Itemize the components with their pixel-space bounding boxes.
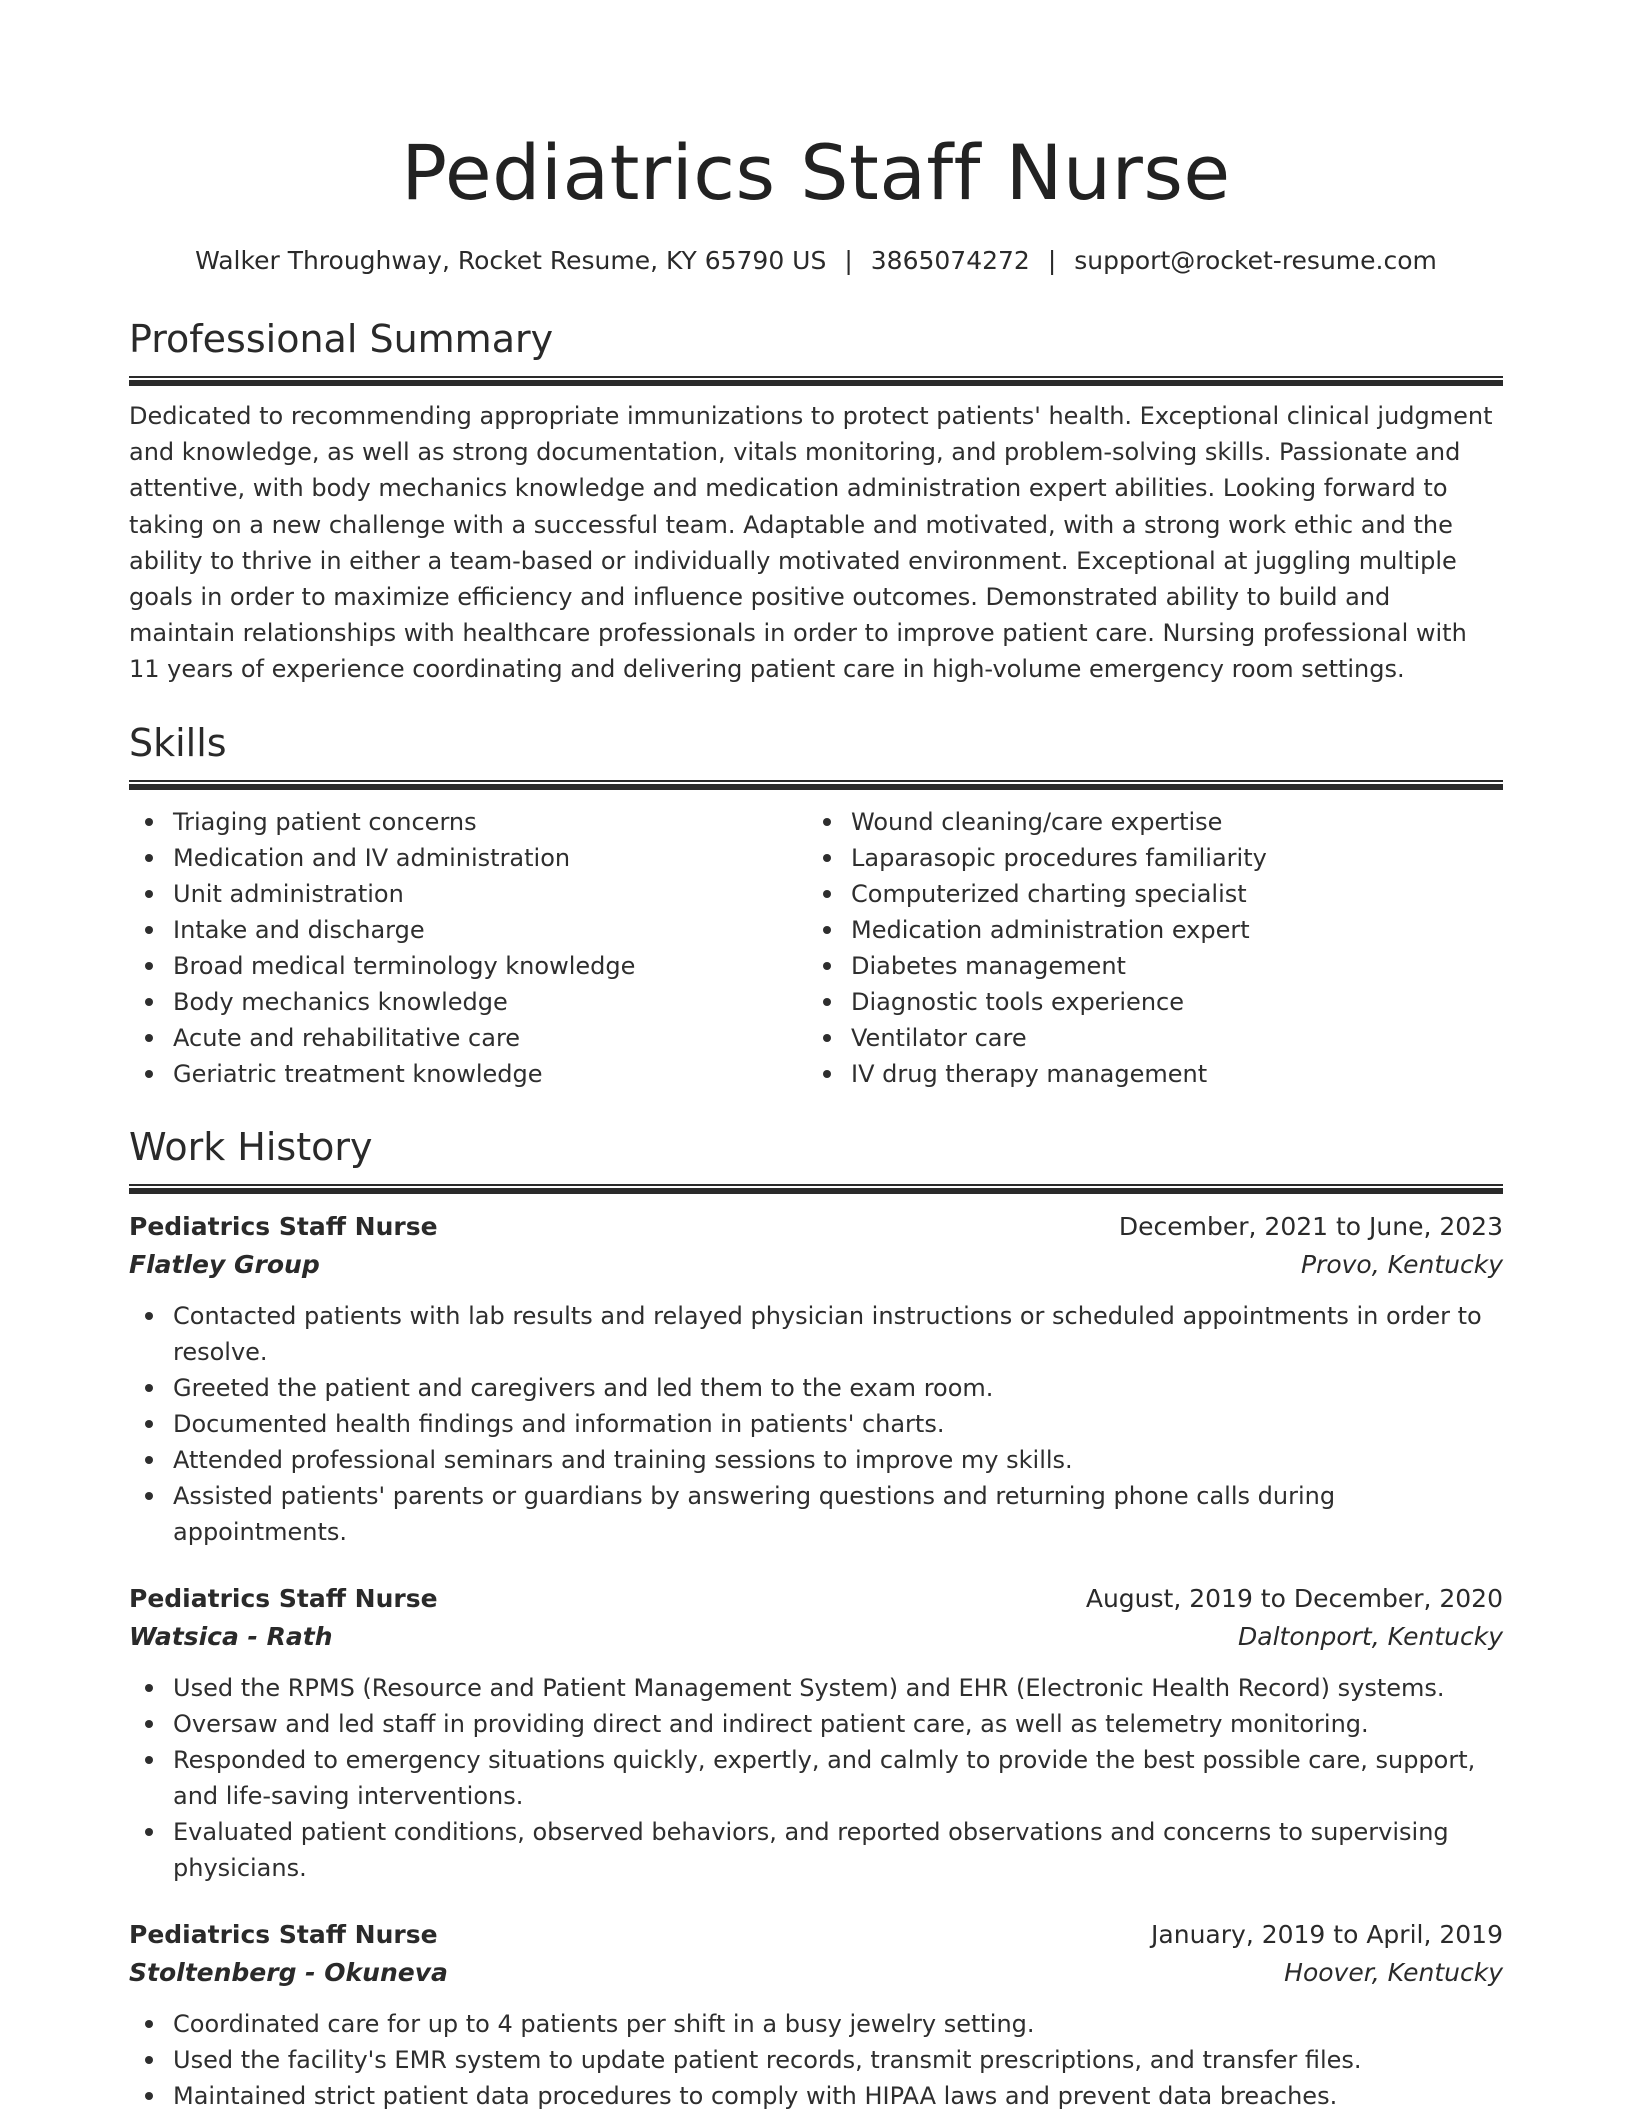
- skills-heading: Skills: [129, 720, 227, 765]
- summary-section: [129, 314, 1503, 688]
- job-company: Watsica - Rath: [129, 1621, 333, 1651]
- job-bullet: Greeted the patient and caregivers and led them to the exam room.: [129, 1370, 1503, 1406]
- job-bullets: [129, 1670, 1503, 1886]
- job-title: Pediatrics Staff Nurse: [129, 1919, 438, 1949]
- job-header-row: [129, 1916, 1503, 1954]
- candidate-name: Pediatrics Staff Nurse: [401, 128, 1231, 217]
- job-bullet: Oversaw and led staff in providing direct and indirect patient care, as well as telemetry monitoring.: [129, 1706, 1503, 1742]
- job-dates: December, 2021 to June, 2023: [1118, 1211, 1503, 1241]
- job-location: Provo, Kentucky: [1300, 1249, 1503, 1279]
- skill-item: Triaging patient concerns: [129, 804, 807, 840]
- work-history-section: [129, 1122, 1503, 2114]
- skill-item: Acute and rehabilitative care: [129, 1020, 807, 1056]
- job-bullet: Contacted patients with lab results and relayed physician instructions or scheduled appointments in order to resolve.: [129, 1298, 1503, 1370]
- job-entry: [129, 1208, 1503, 1550]
- job-bullet: Responded to emergency situations quickly, expertly, and calmly to provide the best possible care, support, and life-saving interventions.: [129, 1742, 1503, 1814]
- section-divider: [129, 376, 1503, 386]
- job-entry: [129, 1580, 1503, 1886]
- skill-item: IV drug therapy management: [807, 1056, 1503, 1092]
- job-entry: [129, 1916, 1503, 2114]
- summary-heading: Professional Summary: [129, 317, 554, 361]
- job-dates: January, 2019 to April, 2019: [1151, 1919, 1503, 1949]
- job-title: Pediatrics Staff Nurse: [129, 1583, 438, 1613]
- skill-item: Medication administration expert: [807, 912, 1503, 948]
- skill-item: Unit administration: [129, 876, 807, 912]
- skill-item: Medication and IV administration: [129, 840, 807, 876]
- skill-item: Body mechanics knowledge: [129, 984, 807, 1020]
- skill-item: Computerized charting specialist: [807, 876, 1503, 912]
- skill-item: Broad medical terminology knowledge: [129, 948, 807, 984]
- skill-item: Geriatric treatment knowledge: [129, 1056, 807, 1092]
- job-company-row: [129, 1246, 1503, 1284]
- job-bullet: Coordinated care for up to 4 patients per shift in a busy jewelry setting.: [129, 2006, 1503, 2042]
- section-divider: [129, 1184, 1503, 1194]
- job-bullet: Attended professional seminars and training sessions to improve my skills.: [129, 1442, 1503, 1478]
- job-title: Pediatrics Staff Nurse: [129, 1211, 438, 1241]
- contact-email: support@rocket-resume.com: [1074, 246, 1437, 275]
- job-bullet: Used the facility's EMR system to update patient records, transmit prescriptions, and transfer files.: [129, 2042, 1503, 2078]
- contact-line: [129, 244, 1503, 278]
- job-bullets: [129, 1298, 1503, 1550]
- section-divider: [129, 780, 1503, 790]
- job-bullet: Evaluated patient conditions, observed behaviors, and reported observations and concerns to supervising physicians.: [129, 1814, 1503, 1886]
- skills-columns: [129, 804, 1503, 1092]
- contact-address: Walker Throughway, Rocket Resume, KY 65790 US: [195, 246, 827, 275]
- skill-item: Diabetes management: [807, 948, 1503, 984]
- job-header-row: [129, 1580, 1503, 1618]
- job-bullet: Documented health findings and information in patients' charts.: [129, 1406, 1503, 1442]
- skills-list-right: [807, 804, 1503, 1092]
- job-company-row: [129, 1618, 1503, 1656]
- summary-text: Dedicated to recommending appropriate immunizations to protect patients' health. Exceptional clinical judgment and knowledge, as well as strong documentation, vitals monitoring, and problem-solving skills. Passionate and attentive, with body mechanics knowledge and medication administration expert abilities. Looking forward to taking on a new challenge with a successful team. Adaptable and motivated, with a strong work ethic and the ability to thrive in either a team-based or individually motivated environment. Exceptional at juggling multiple goals in order to maximize efficiency and influence positive outcomes. Demonstrated ability to build and maintain relationships with healthcare professionals in order to improve patient care. Nursing professional with 11 years of experience coordinating and delivering patient care in high-volume emergency room settings.: [129, 402, 1493, 684]
- skill-item: Wound cleaning/care expertise: [807, 804, 1503, 840]
- skill-item: Ventilator care: [807, 1020, 1503, 1056]
- job-bullet: Used the RPMS (Resource and Patient Management System) and EHR (Electronic Health Record) systems.: [129, 1670, 1503, 1706]
- skills-section: [129, 718, 1503, 1092]
- job-company-row: [129, 1954, 1503, 1992]
- job-header-row: [129, 1208, 1503, 1246]
- skills-list-left: [129, 804, 807, 1092]
- job-company: Flatley Group: [129, 1249, 320, 1279]
- skill-item: Laparasopic procedures familiarity: [807, 840, 1503, 876]
- contact-phone: 3865074272: [870, 246, 1030, 275]
- job-dates: August, 2019 to December, 2020: [1085, 1583, 1503, 1613]
- job-company: Stoltenberg - Okuneva: [129, 1957, 448, 1987]
- job-location: Daltonport, Kentucky: [1238, 1621, 1503, 1651]
- job-bullet: Assisted patients' parents or guardians by answering questions and returning phone calls during appointments.: [129, 1478, 1503, 1550]
- skill-item: Intake and discharge: [129, 912, 807, 948]
- work-history-heading: Work History: [129, 1124, 373, 1169]
- job-location: Hoover, Kentucky: [1284, 1957, 1503, 1987]
- contact-separator: |: [1047, 246, 1057, 275]
- job-bullet: Maintained strict patient data procedures to comply with HIPAA laws and prevent data breaches.: [129, 2078, 1503, 2114]
- job-bullets: [129, 2006, 1503, 2114]
- contact-separator: |: [844, 246, 853, 275]
- skill-item: Diagnostic tools experience: [807, 984, 1503, 1020]
